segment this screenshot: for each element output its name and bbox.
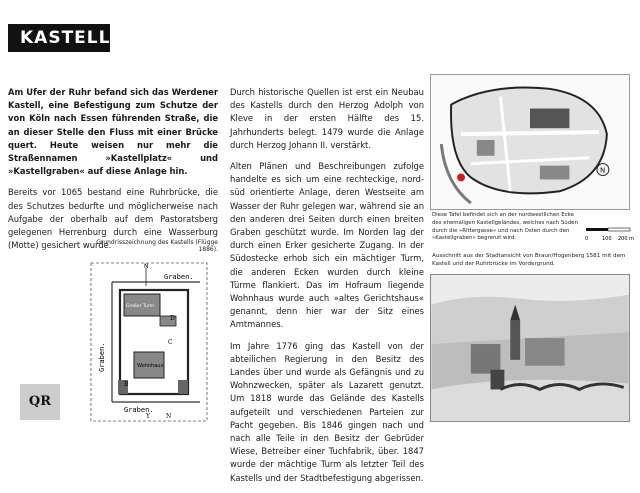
intro-paragraph: Am Ufer der Ruhr befand sich das Werdener Kastell, eine Befestigung zum Schutze der von Köln nach Essen führenden Straße, die an dieser Stelle den Fluss mit einer Brücke quert. Heute weisen nur mehr die Straßennamen »Kastellplatz« und »Kastellgraben« auf diese Anlage hin. [8, 87, 218, 177]
compass-north-label: N [599, 166, 606, 175]
city-wall-outline [451, 88, 607, 194]
engraving-castle-tower [491, 370, 505, 390]
middle-paragraph-2: Alten Plänen und Beschreibungen zufolge handelte es sich um eine rechteckige, nord-süd orientierte Anlage, deren Westseite am Wasser der Ruhr gelegen war, während sie an den anderen drei Seiten durch einen breiten Graben geschützt wurde. Im Norden lag der durch einen Erker gesicherte Zugang. In der Südostecke erhob sich ein mächtiger Turm, die anderen Ecken wurden durch kleine Türme flankiert. Das im Hofraum liegende Wohnhaus wurde auch »altes Gerichtshaus« genannt, denn hier war der Sitz eines Amtmannes. [230, 161, 424, 330]
corner-tower-se [178, 380, 188, 394]
north-label: N [144, 263, 149, 270]
scale-label-0: 0 [585, 236, 589, 242]
tower-label: Großer Turm [126, 304, 154, 309]
graben-label-top: Graben. [164, 273, 194, 281]
map-caption: Diese Tafel befindet sich an der nordwestlichen Ecke des ehemaligen Kastellgeländes, welches nach Süden durch die »Rittergasse« und nach Osten durch den »Kastellgraben« begrenzt wird. [432, 212, 578, 242]
scale-label-100: 100 [602, 236, 612, 242]
engraving-houses [471, 344, 501, 374]
street-main [461, 132, 599, 134]
engraving-caption: Ausschnitt aus der Stadtansicht von Braun/Hogenberg 1581 mit dem Kastell und der Ruhrbrücke im Vordergrund. [432, 253, 626, 267]
plan-caption: Grundrisszeichnung des Kastells (Flügge 1886). [96, 239, 218, 253]
plan-border [91, 263, 207, 421]
historic-engraving [430, 274, 630, 422]
middle-column [230, 86, 424, 493]
page-title: KASTELL [8, 24, 110, 52]
graben-label-bottom: Graben. [124, 406, 154, 414]
left-column [8, 86, 218, 260]
scale-segment-1 [586, 228, 608, 231]
graben-label-side: Graben. [98, 342, 106, 372]
mark-n: N [166, 413, 172, 420]
scale-bar [582, 222, 636, 246]
history-paragraph: Bereits vor 1065 bestand eine Ruhrbrücke, die des Schutzes bedurfte und möglicherweise nach Aufgabe der oberhalb auf dem Pastoratsberg gelegenen Herrenburg durch eine Wasserburg (Motte) gesichert wurde. [8, 187, 218, 251]
qr-code-box[interactable]: QR [20, 384, 60, 420]
middle-paragraph-3: Im Jahre 1776 ging das Kastell von der abteilichen Regierung in den Besitz des Landes über und wurde als Gefängnis und zu Wohnzwecken, später als Lazarett genutzt. Um 1818 wurde das Gelände des Kastells aufgeteilt und verschiedenen Parteien zur Pacht gegeben. Bis 1846 gingen nach und nach alle Teile in den Besitz der Gebrüder Wiese, Betreiber einer Tuchfabrik, über. 1847 wurde der mächtige Turm als letzter Teil des Kastells und der Stadtbefestigung abgerissen. [230, 340, 424, 483]
mark-c: C [168, 339, 173, 346]
mark-y: Y [146, 413, 150, 420]
mark-b: B [124, 381, 129, 388]
building-block-2 [540, 166, 570, 180]
middle-paragraph-1: Durch historische Quellen ist erst ein Neubau des Kastells durch den Herzog Adolph von Kleve in der ersten Hälfte des 15. Jahrhunderts belegt. 1479 wurde die Anlage durch Herzog Johann II. verstärkt. [230, 87, 424, 150]
scale-segment-2 [608, 228, 630, 231]
city-map [430, 74, 630, 210]
abbey-block [530, 109, 569, 129]
wohnhaus-label: Wohnhaus [137, 363, 164, 369]
scale-label-200: 200 m [618, 236, 635, 242]
engraving-houses-2 [525, 338, 564, 366]
engraving-church-tower [510, 320, 520, 359]
mark-d: D [170, 315, 175, 322]
floor-plan-drawing [90, 262, 208, 422]
location-marker [457, 174, 465, 182]
building-block [477, 140, 495, 156]
